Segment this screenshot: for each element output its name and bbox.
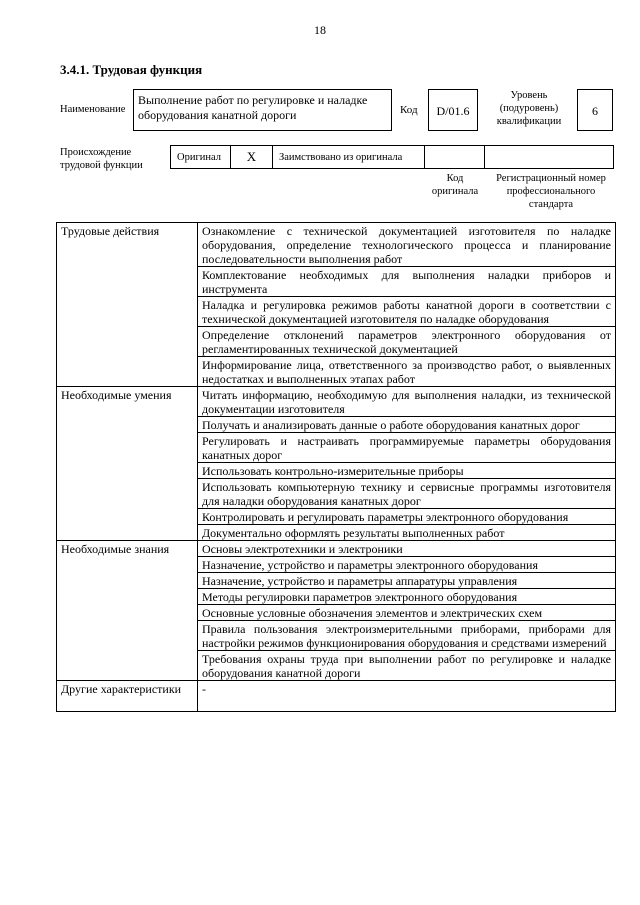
function-code-box: D/01.6 (428, 89, 478, 131)
table-cell: Комплектование необходимых для выполнения наладки приборов и инструмента (198, 267, 616, 297)
table-cell: Назначение, устройство и параметры электронного оборудования (198, 557, 616, 573)
labor-function-table (56, 222, 616, 712)
table-cell: Основы электротехники и электроники (198, 541, 616, 557)
original-mark: X (231, 146, 273, 168)
section-title: 3.4.1. Трудовая функция (60, 62, 203, 77)
page-number: 18 (314, 23, 326, 37)
origin-label: Происхождение трудовой функции (60, 147, 143, 171)
table-cell: Информирование лица, ответственного за производство работ, о выявленных недостатках и выполненных этапах работ (198, 357, 616, 387)
table-cell: Документально оформлять результаты выполненных работ (198, 525, 616, 541)
table-row (57, 541, 616, 557)
table-cell: Регулировать и настраивать программируемые параметры оборудования канатных дорог (198, 433, 616, 463)
table-cell: Требования охраны труда при выполнении работ по регулировке и наладке оборудования канатной дороги (198, 651, 616, 681)
category-required-skills: Необходимые умения (57, 387, 198, 541)
qualification-level-label: Уровень (подуровень) квалификации (496, 90, 562, 127)
table-cell: Определение отклонений параметров электронного оборудования от регламентированных технической документацией (198, 327, 616, 357)
code-original-cell (425, 146, 485, 168)
table-cell: Методы регулировки параметров электронного оборудования (198, 589, 616, 605)
original-label: Оригинал (171, 146, 231, 168)
table-cell: Получать и анализировать данные о работе оборудования канатных дорог (198, 417, 616, 433)
reg-number-cell (485, 146, 613, 168)
table-cell: Наладка и регулировка режимов работы канатной дороги в соответствии с технической документацией изготовителя по наладке оборудования (198, 297, 616, 327)
table-cell: Контролировать и регулировать параметры электронного оборудования (198, 509, 616, 525)
table-row (57, 387, 616, 417)
borrowed-label: Заимствовано из оригинала (273, 146, 425, 168)
qualification-level-box: 6 (577, 89, 613, 131)
table-cell: Правила пользования электроизмерительными приборами, приборами для настройки режимов функционирования оборудования и средствами измерений (198, 621, 616, 651)
table-cell: Использовать компьютерную технику и сервисные программы изготовителя для наладки оборудования канатных дорог (198, 479, 616, 509)
table-row (57, 223, 616, 267)
table-cell: - (198, 681, 616, 712)
table-cell: Назначение, устройство и параметры аппаратуры управления (198, 573, 616, 589)
code-label: Код (400, 104, 418, 116)
table-cell: Использовать контрольно-измерительные приборы (198, 463, 616, 479)
category-labor-actions: Трудовые действия (57, 223, 198, 387)
code-original-label: Код оригинала (431, 173, 479, 197)
category-other-characteristics: Другие характеристики (57, 681, 198, 712)
reg-number-label: Регистрационный номер профессионального стандарта (496, 173, 606, 210)
category-required-knowledge: Необходимые знания (57, 541, 198, 681)
function-name-box: Выполнение работ по регулировке и наладке оборудования канатной дороги (133, 89, 392, 131)
name-label: Наименование (60, 104, 126, 115)
table-row (57, 681, 616, 712)
table-cell: Читать информацию, необходимую для выполнения наладки, из технической документации изготовителя (198, 387, 616, 417)
table-cell: Основные условные обозначения элементов и электрических схем (198, 605, 616, 621)
table-cell: Ознакомление с технической документацией изготовителя по наладке оборудования, определение технологического процесса и планирование последовательности выполнения работ (198, 223, 616, 267)
origin-row (170, 145, 614, 169)
